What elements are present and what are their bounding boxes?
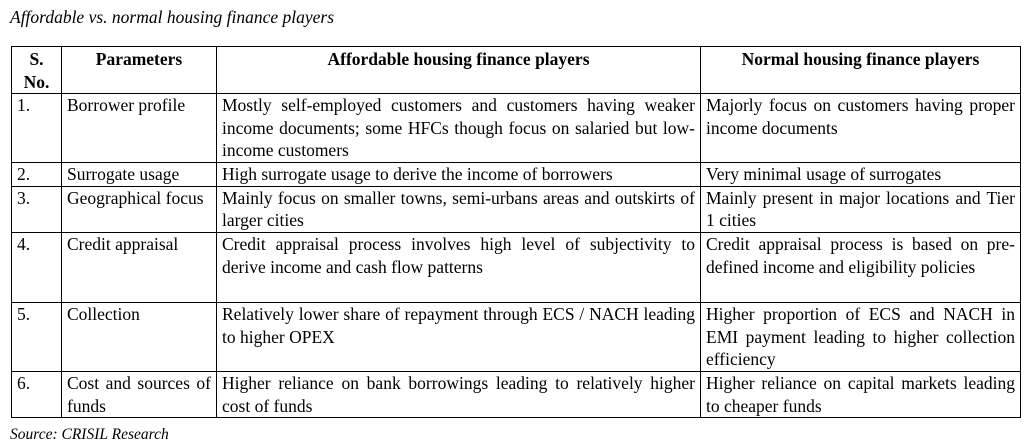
cell-parameter: Credit appraisal (62, 232, 217, 302)
cell-normal: Credit appraisal process is based on pre-defined income and eligibility policies (701, 232, 1021, 302)
cell-sno: 4. (12, 232, 62, 302)
cell-sno: 1. (12, 94, 62, 163)
cell-affordable: Relatively lower share of repayment through ECS / NACH leading to higher OPEX (217, 302, 701, 371)
header-parameters: Parameters (62, 47, 217, 94)
cell-parameter: Surrogate usage (62, 163, 217, 187)
cell-parameter: Cost and sources of funds (62, 371, 217, 417)
table-caption: Affordable vs. normal housing finance players (10, 7, 335, 27)
table-row (12, 186, 1021, 232)
cell-normal: Higher proportion of ECS and NACH in EMI payment leading to higher collection efficiency (701, 302, 1021, 371)
source-note: Source: CRISIL Research (10, 426, 169, 443)
comparison-table (11, 46, 1021, 418)
table-row (12, 163, 1021, 187)
header-sno (12, 47, 62, 94)
header-sno-line1: S. (29, 49, 44, 69)
cell-sno: 6. (12, 371, 62, 417)
header-sno-line2: No. (23, 71, 50, 92)
header-normal: Normal housing finance players (701, 47, 1021, 94)
cell-affordable: High surrogate usage to derive the income of borrowers (217, 163, 701, 187)
cell-affordable: Mostly self-employed customers and customers having weaker income documents; some HFCs though focus on salaried but low-income customers (217, 94, 701, 163)
cell-parameter: Geographical focus (62, 186, 217, 232)
cell-normal: Very minimal usage of surrogates (701, 163, 1021, 187)
cell-sno: 5. (12, 302, 62, 371)
table-row (12, 94, 1021, 163)
cell-sno: 3. (12, 186, 62, 232)
cell-normal: Majorly focus on customers having proper income documents (701, 94, 1021, 163)
cell-parameter: Collection (62, 302, 217, 371)
cell-affordable: Credit appraisal process involves high level of subjectivity to derive income and cash flow patterns (217, 232, 701, 302)
cell-affordable: Mainly focus on smaller towns, semi-urbans areas and outskirts of larger cities (217, 186, 701, 232)
cell-sno: 2. (12, 163, 62, 187)
cell-normal: Mainly present in major locations and Tier 1 cities (701, 186, 1021, 232)
table-row (12, 232, 1021, 302)
header-affordable: Affordable housing finance players (217, 47, 701, 94)
table-row (12, 371, 1021, 417)
table-header-row (12, 47, 1021, 94)
cell-normal: Higher reliance on capital markets leading to cheaper funds (701, 371, 1021, 417)
table-row (12, 302, 1021, 371)
cell-parameter: Borrower profile (62, 94, 217, 163)
cell-affordable: Higher reliance on bank borrowings leading to relatively higher cost of funds (217, 371, 701, 417)
